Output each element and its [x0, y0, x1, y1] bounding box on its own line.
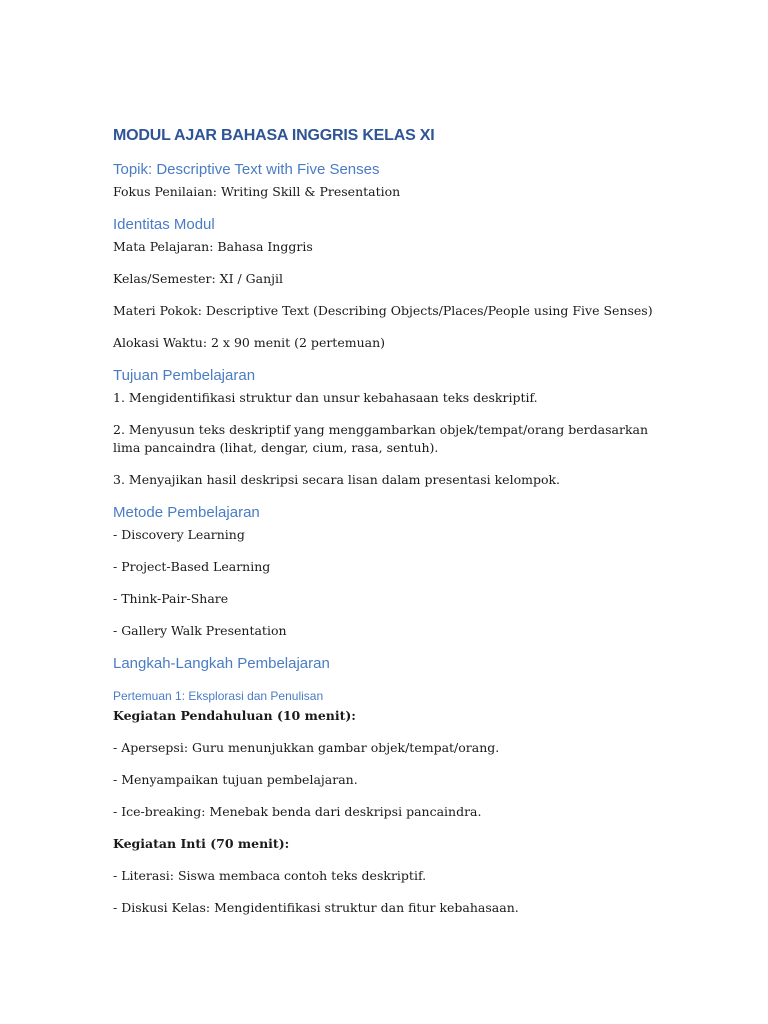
method-item: - Discovery Learning [113, 527, 245, 542]
core-item: - Diskusi Kelas: Mengidentifikasi struktur dan fitur kebahasaan. [113, 900, 519, 915]
method-item: - Gallery Walk Presentation [113, 623, 287, 638]
objectives-heading: Tujuan Pembelajaran [113, 367, 256, 384]
identity-subject: Mata Pelajaran: Bahasa Inggris [113, 239, 313, 254]
method-item: - Project-Based Learning [113, 559, 271, 574]
topic-focus: Fokus Penilaian: Writing Skill & Presentation [113, 184, 401, 199]
objective-item: 3. Menyajikan hasil deskripsi secara lisan dalam presentasi kelompok. [113, 472, 561, 487]
intro-item: - Ice-breaking: Menebak benda dari deskripsi pancaindra. [113, 804, 482, 819]
objective-item: 2. Menyusun teks deskriptif yang menggambarkan objek/tempat/orang berdasarkan lima pancaindra (lihat, dengar, cium, rasa, sentuh). [113, 422, 649, 455]
objective-item: 1. Mengidentifikasi struktur dan unsur kebahasaan teks deskriptif. [113, 390, 538, 405]
intro-item: - Menyampaikan tujuan pembelajaran. [113, 772, 358, 787]
document-title: MODUL AJAR BAHASA INGGRIS KELAS XI [113, 127, 435, 144]
meeting1-core-heading: Kegiatan Inti (70 menit): [113, 836, 290, 851]
meeting1-heading: Pertemuan 1: Eksplorasi dan Penulisan [113, 689, 324, 703]
identity-material: Materi Pokok: Descriptive Text (Describing Objects/Places/People using Five Senses) [113, 303, 653, 318]
identity-heading: Identitas Modul [113, 216, 215, 233]
identity-time: Alokasi Waktu: 2 x 90 menit (2 pertemuan) [113, 335, 386, 350]
topic-heading: Topik: Descriptive Text with Five Senses [113, 161, 380, 178]
methods-heading: Metode Pembelajaran [113, 504, 260, 521]
identity-class: Kelas/Semester: XI / Ganjil [113, 271, 284, 286]
method-item: - Think-Pair-Share [113, 591, 229, 606]
core-item: - Literasi: Siswa membaca contoh teks deskriptif. [113, 868, 427, 883]
intro-item: - Apersepsi: Guru menunjukkan gambar objek/tempat/orang. [113, 740, 500, 755]
document-body [113, 126, 658, 931]
steps-heading: Langkah-Langkah Pembelajaran [113, 655, 330, 672]
meeting1-intro-heading: Kegiatan Pendahuluan (10 menit): [113, 708, 356, 723]
